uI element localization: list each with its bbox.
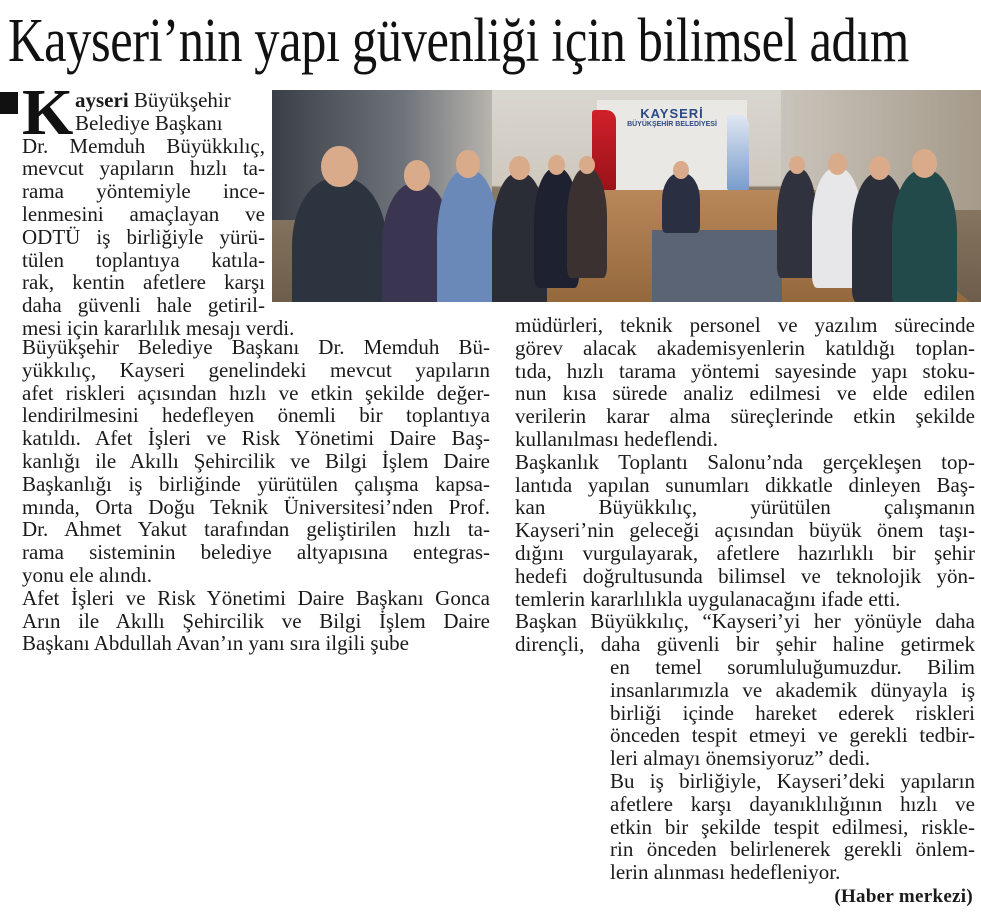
- text-line: müdürleri, teknik personel ve yazılım sürecinde: [515, 313, 975, 337]
- text-line: Dr. Memduh Büyükkılıç,: [22, 133, 265, 158]
- text-line: tıda, hızlı tarama yöntemi sayesinde yapı stoku-: [515, 358, 975, 383]
- text-line: kullanılması hedeflendi.: [515, 426, 718, 451]
- text-line: görev alacak akademisyenlerin katıldığı toplan-: [515, 335, 975, 360]
- wall-sign-subtitle: BÜYÜKŞEHİR BELEDİYESİ: [627, 121, 717, 128]
- text-line: rama sisteminin belediye altyapısına entegras-: [22, 540, 490, 565]
- text-line: leri almayı önemsiyoruz” dedi.: [610, 746, 871, 771]
- text-line: mesi için kararlılık mesajı verdi.: [22, 315, 295, 340]
- text-line: Arın ile Akıllı Şehircilik ve Bilgi İşlem Daire: [22, 608, 490, 633]
- participant-figure: [892, 170, 957, 302]
- right-column-quote: [610, 656, 975, 884]
- text-line: verilerin karar alma süreçlerinde etkin şekilde: [515, 404, 975, 429]
- text-line: rama yöntemiyle ince-: [22, 179, 265, 204]
- text-line: yonu ele alındı.: [22, 562, 153, 587]
- text-line: hedefi doğrultusunda bilimsel ve teknolojik yön-: [515, 563, 975, 588]
- text-line: en temel sorumluluğumuzdur. Bilim: [610, 655, 975, 679]
- text-line: Başkanlık Toplantı Salonu’nda gerçekleşen top-: [515, 449, 975, 474]
- text-line: birliği içinde hareket ederek riskleri: [610, 700, 975, 725]
- text-line: afetlere karşı dayanıklılığının hızlı ve: [610, 791, 975, 816]
- participant-figure: [662, 173, 700, 233]
- drop-cap: K: [22, 76, 74, 149]
- text-line: Kayseri’nin geleceği açısından büyük önem taşı-: [515, 518, 975, 543]
- text-line: lantıda yapılan sunumları dikkatle dinleyen Baş-: [515, 472, 975, 497]
- text-line: Afet İşleri ve Risk Yönetimi Daire Başkanı Gonca: [22, 585, 490, 610]
- wall-sign-title: KAYSERİ: [640, 106, 704, 121]
- text-line: kanlığı ile Akıllı Şehircilik ve Bilgi İşlem Daire: [22, 448, 490, 473]
- text-line: mevcut yapıların hızlı ta-: [22, 156, 265, 181]
- text-line: tülen toplantıya katıla-: [22, 247, 265, 272]
- text-line: kan Büyükkılıç, yürütülen çalışmanın: [515, 495, 975, 520]
- text-line: lenmesini amaçlayan ve: [22, 201, 265, 226]
- participant-figure: [292, 178, 387, 302]
- text-line: yükkılıç, Kayseri genelindeki mevcut yapıların: [22, 357, 490, 382]
- text-line: mında, Orta Doğu Teknik Üniversitesi’nden Prof.: [22, 494, 490, 519]
- participant-head: [548, 155, 565, 175]
- right-column-body: [515, 314, 975, 656]
- meeting-photo: [272, 90, 981, 302]
- text-line: Başkanı Abdullah Avan’ın yanı sıra ilgili şube: [22, 631, 409, 656]
- participant-head: [869, 156, 890, 180]
- section-marker: [0, 92, 18, 114]
- lead-line-text: Büyükşehir: [128, 88, 231, 112]
- headline: Kayseri’nin yapı güvenliği için bilimsel adım: [8, 7, 909, 75]
- participant-head: [456, 150, 480, 177]
- municipality-flag: [727, 115, 749, 190]
- participant-figure: [567, 168, 607, 278]
- participant-head: [828, 153, 847, 175]
- text-line: Bu iş birliğiyle, Kayseri’deki yapıların: [610, 768, 975, 793]
- text-line: temlerin kararlılıkla uygulanacağını ifade etti.: [515, 586, 901, 611]
- text-line: Başkanlığı iş birliğinde yürütülen çalışma kapsa-: [22, 471, 490, 496]
- text-line: Büyükşehir Belediye Başkanı Dr. Memduh Bü-: [22, 335, 490, 359]
- text-line: rak, kentin afetlere karşı: [22, 270, 265, 295]
- participant-head: [509, 156, 530, 180]
- participant-figure: [777, 168, 817, 278]
- text-line: katıldı. Afet İşleri ve Risk Yönetimi Daire Baş-: [22, 426, 490, 451]
- participant-figure: [437, 170, 499, 302]
- left-column-body: [22, 336, 490, 655]
- text-line: ODTÜ iş birliğiyle yürü-: [22, 224, 265, 249]
- text-line: dirençli, daha güvenli bir şehir haline getirmek: [515, 632, 975, 657]
- text-line: lerin alınması hedefleniyor.: [610, 860, 841, 885]
- text-line: lendirilmesini hedefleyen önemli bir toplantıya: [22, 403, 490, 428]
- photo-floor: [652, 230, 782, 302]
- lead-line: Belediye Başkanı: [75, 110, 223, 135]
- participant-head: [321, 146, 357, 188]
- lead-bold-word: ayseri: [75, 88, 129, 112]
- text-line: insanlarımızla ve akademik dünyayla iş: [610, 677, 975, 702]
- text-line: önceden tespit etmeyi ve gerekli tedbir-: [610, 723, 975, 748]
- participant-head: [404, 160, 431, 191]
- text-line: daha güvenli hale getiril-: [22, 293, 265, 318]
- text-line: nun kısa sürede analiz edilmesi ve elde edilen: [515, 381, 975, 406]
- byline: (Haber merkezi): [834, 886, 973, 907]
- text-line: dığını vurgulayarak, afetlere hazırlıklı bir şehir: [515, 540, 975, 565]
- text-line: Dr. Ahmet Yakut tarafından geliştirilen hızlı ta-: [22, 517, 490, 542]
- text-line: etkin bir şekilde tespit edilmesi, riskle-: [610, 814, 975, 839]
- text-line: afet riskleri açısından hızlı ve etkin şekilde değer-: [22, 380, 490, 405]
- lead-paragraph: [22, 133, 295, 340]
- text-line: Başkan Büyükkılıç, “Kayseri’yi her yönüyle daha: [515, 609, 975, 634]
- text-line: rin önceden belirlenerek gerekli önlem-: [610, 837, 975, 862]
- lead-top: [75, 89, 265, 135]
- participant-head: [912, 149, 937, 177]
- lead-line: [75, 89, 265, 112]
